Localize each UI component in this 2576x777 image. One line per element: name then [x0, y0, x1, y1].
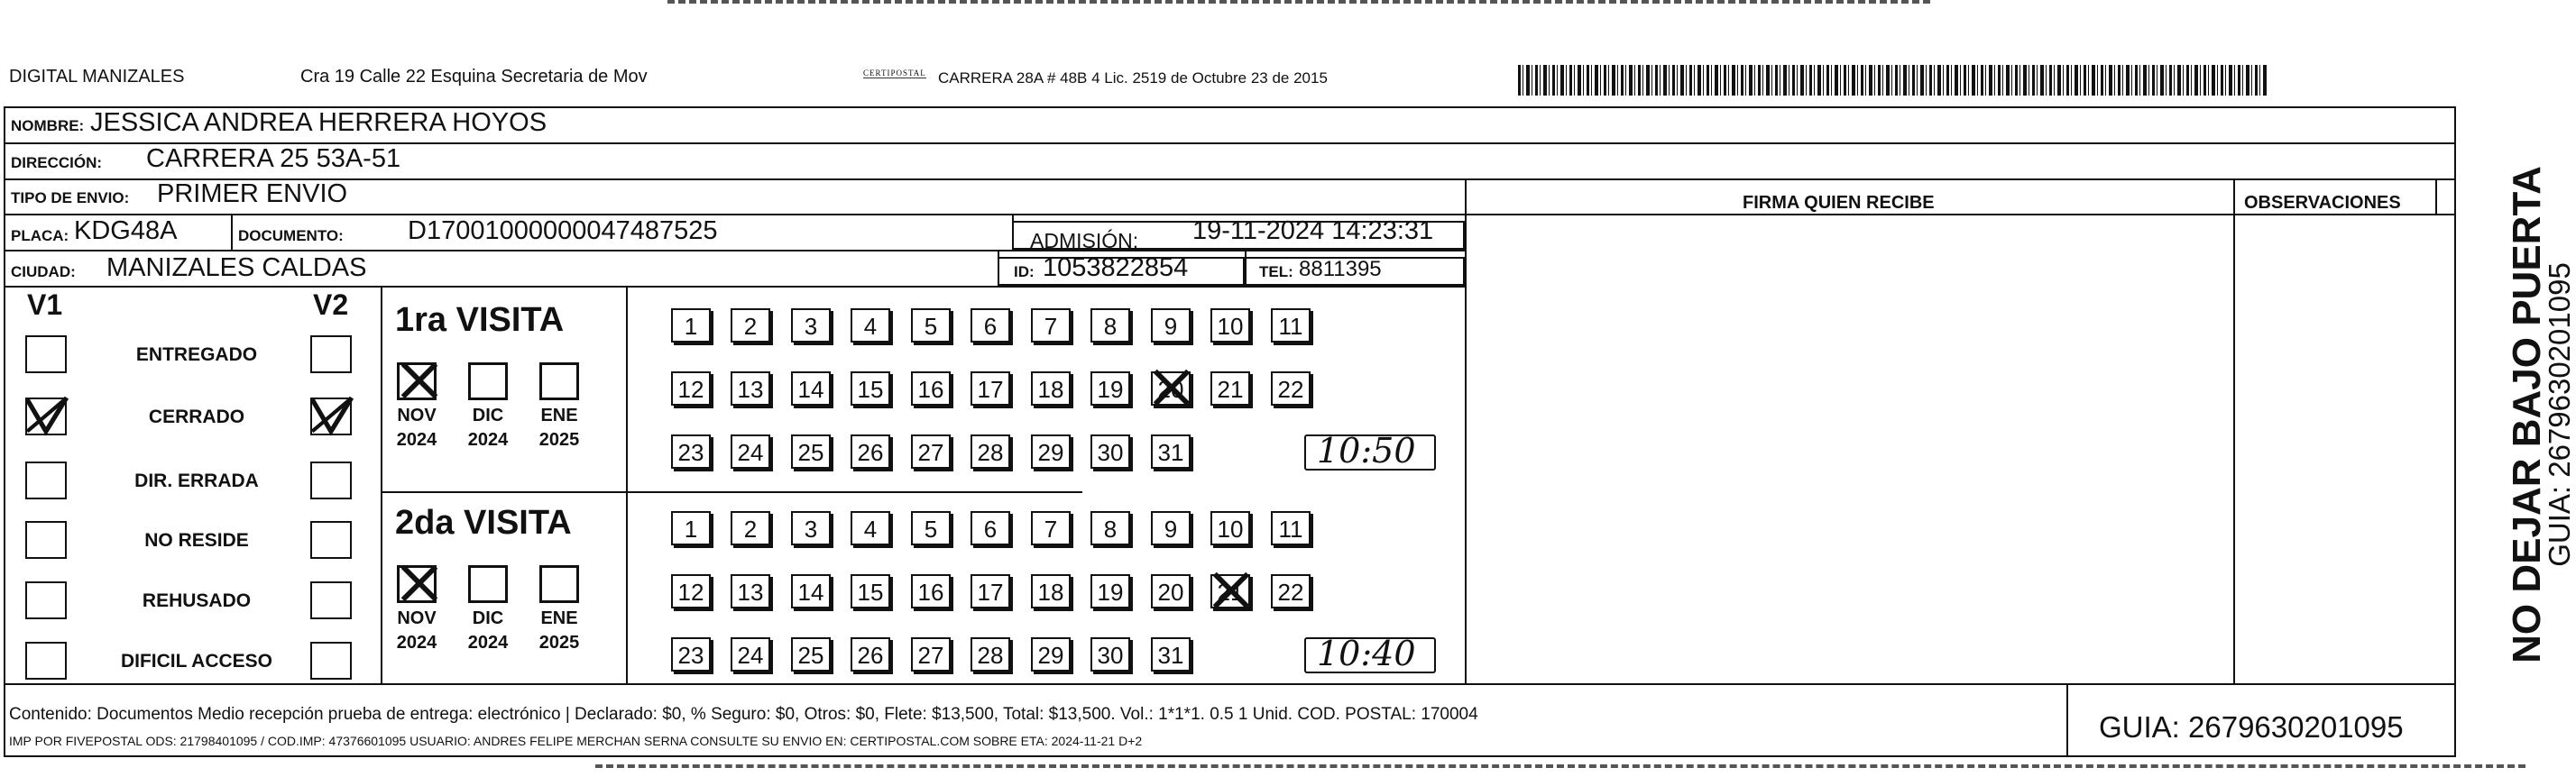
- day-box-24[interactable]: 24: [731, 434, 770, 469]
- day-box-22[interactable]: 22: [1271, 574, 1311, 608]
- day-box-11[interactable]: 11: [1271, 511, 1311, 545]
- day-box-18[interactable]: 18: [1031, 371, 1071, 406]
- v1-checkbox[interactable]: [25, 521, 67, 559]
- v2-checkbox[interactable]: [310, 581, 352, 619]
- v2-checkbox[interactable]: [310, 335, 352, 373]
- month-label-ene: ENE 2025: [538, 406, 580, 450]
- day-box-31[interactable]: 31: [1151, 637, 1191, 672]
- day-box-19[interactable]: 19: [1090, 371, 1130, 406]
- admision-value: 19-11-2024 14:23:31: [1192, 216, 1434, 245]
- v2-checkbox[interactable]: [310, 642, 352, 680]
- firma-header: FIRMA QUIEN RECIBE: [1743, 193, 1935, 213]
- month-label-nov: NOV 2024: [396, 406, 437, 450]
- day-box-26[interactable]: 26: [851, 637, 890, 672]
- status-label-dir-errada: DIR. ERRADA: [134, 471, 259, 491]
- tracking-barcode: [1518, 65, 2268, 96]
- day-box-10[interactable]: 10: [1210, 308, 1250, 343]
- day-box-18[interactable]: 18: [1031, 574, 1071, 608]
- day-box-19[interactable]: 19: [1090, 574, 1130, 608]
- license-text: CARRERA 28A # 48B 4 Lic. 2519 de Octubre 23 de 2015: [938, 69, 1328, 87]
- day-box-25[interactable]: 25: [791, 434, 831, 469]
- visit-title-1: 1ra VISITA: [395, 301, 565, 339]
- day-box-16[interactable]: 16: [911, 574, 951, 608]
- certipostal-logo: CERTIPOSTAL: [863, 69, 926, 78]
- day-box-23[interactable]: 23: [671, 637, 711, 672]
- day-box-5[interactable]: 5: [911, 511, 951, 545]
- nombre-label: NOMBRE:: [11, 117, 85, 134]
- day-box-27[interactable]: 27: [911, 434, 951, 469]
- day-box-21[interactable]: 21: [1210, 371, 1250, 406]
- day-box-30[interactable]: 30: [1090, 434, 1130, 469]
- hour-handwritten-v1: 10:50: [1317, 431, 1416, 471]
- day-box-17[interactable]: 17: [971, 371, 1010, 406]
- direccion-value: CARRERA 25 53A-51: [146, 144, 401, 173]
- documento-value: D17001000000047487525: [408, 216, 718, 245]
- day-box-12[interactable]: 12: [671, 371, 711, 406]
- no-dejar-bajo-puerta: NO DEJAR BAJO PUERTA: [2505, 166, 2549, 663]
- day-box-23[interactable]: 23: [671, 434, 711, 469]
- day-box-14[interactable]: 14: [791, 574, 831, 608]
- grid-vline: [2066, 683, 2068, 757]
- day-box-2[interactable]: 2: [731, 308, 770, 343]
- grid-hline: [5, 286, 1465, 288]
- footer-guia: GUIA: 2679630201095: [2099, 710, 2404, 744]
- day-box-6[interactable]: 6: [971, 308, 1010, 343]
- day-box-29[interactable]: 29: [1031, 637, 1071, 672]
- tel-label: TEL:: [1259, 263, 1293, 280]
- grid-vline: [381, 286, 382, 683]
- v1-header: V1: [27, 288, 63, 321]
- side-guia: GUIA: 2679630201095: [2543, 262, 2576, 567]
- day-box-27[interactable]: 27: [911, 637, 951, 672]
- grid-hline: [1465, 214, 2454, 215]
- status-label-dificil-acceso: DIFICIL ACCESO: [120, 651, 272, 672]
- grid-hline: [5, 683, 2454, 685]
- placa-value: KDG48A: [74, 216, 178, 245]
- v2-checkbox[interactable]: [310, 398, 352, 435]
- day-box-17[interactable]: 17: [971, 574, 1010, 608]
- day-box-8[interactable]: 8: [1090, 511, 1130, 545]
- day-box-20[interactable]: 20: [1151, 371, 1191, 406]
- status-label-rehusado: REHUSADO: [142, 590, 252, 611]
- day-box-24[interactable]: 24: [731, 637, 770, 672]
- month-box-dic[interactable]: [468, 565, 508, 603]
- month-box-dic[interactable]: [468, 362, 508, 400]
- v2-header: V2: [313, 288, 349, 321]
- grid-vline: [626, 286, 628, 683]
- observaciones-header: OBSERVACIONES: [2244, 193, 2401, 213]
- grid-hline: [381, 491, 1082, 493]
- day-box-22[interactable]: 22: [1271, 371, 1311, 406]
- ciudad-label: CIUDAD:: [11, 263, 76, 280]
- day-box-21[interactable]: 21: [1210, 574, 1250, 608]
- grid-vline: [1465, 178, 1467, 683]
- status-label-entregado: ENTREGADO: [135, 344, 258, 365]
- tel-value: 8811395: [1299, 257, 1382, 281]
- documento-label: DOCUMENTO:: [238, 227, 344, 244]
- day-box-15[interactable]: 15: [851, 371, 890, 406]
- grid-vline: [231, 214, 233, 250]
- day-box-1[interactable]: 1: [671, 511, 711, 545]
- day-box-14[interactable]: 14: [791, 371, 831, 406]
- day-box-25[interactable]: 25: [791, 637, 831, 672]
- grid-hline: [5, 178, 2454, 180]
- v1-checkbox[interactable]: [25, 642, 67, 680]
- day-box-12[interactable]: 12: [671, 574, 711, 608]
- tipo-envio-value: PRIMER ENVIO: [157, 179, 348, 208]
- visit-title-2: 2da VISITA: [395, 504, 572, 542]
- direccion-label: DIRECCIÓN:: [11, 154, 103, 171]
- placa-label: PLACA:: [11, 227, 69, 244]
- month-box-nov[interactable]: [397, 565, 437, 603]
- bottom-tear-line: [595, 764, 2525, 773]
- day-box-2[interactable]: 2: [731, 511, 770, 545]
- footer-contents: Contenido: Documentos Medio recepción prueba de entrega: electrónico | Declarado: $0, % Seguro: $0, Otros: $0, Flete: $13,500, Total: $13,500. Vol.: 1*1*1. 0.5 1 Unid. COD. POSTAL: 170004: [9, 705, 1478, 724]
- company-address: Cra 19 Calle 22 Esquina Secretaria de Mov: [300, 67, 648, 87]
- day-box-1[interactable]: 1: [671, 308, 711, 343]
- grid-hline: [5, 214, 1465, 215]
- day-box-30[interactable]: 30: [1090, 637, 1130, 672]
- day-box-7[interactable]: 7: [1031, 308, 1071, 343]
- day-box-31[interactable]: 31: [1151, 434, 1191, 469]
- day-box-13[interactable]: 13: [731, 574, 770, 608]
- admision-label: ADMISIÓN:: [1030, 229, 1139, 252]
- tipo-envio-label: TIPO DE ENVIO:: [11, 189, 130, 206]
- v2-checkbox[interactable]: [310, 521, 352, 559]
- day-box-26[interactable]: 26: [851, 434, 890, 469]
- day-box-28[interactable]: 28: [971, 434, 1010, 469]
- company-name: DIGITAL MANIZALES: [9, 67, 185, 87]
- id-value: 1053822854: [1043, 253, 1189, 282]
- v1-checkbox[interactable]: [25, 581, 67, 619]
- day-box-9[interactable]: 9: [1151, 511, 1191, 545]
- month-box-nov[interactable]: [397, 362, 437, 400]
- day-box-16[interactable]: 16: [911, 371, 951, 406]
- side-warning-block: [2505, 166, 2576, 663]
- top-tear-line: [667, 0, 1930, 4]
- day-box-20[interactable]: 20: [1151, 574, 1191, 608]
- v2-checkbox[interactable]: [310, 462, 352, 499]
- day-box-8[interactable]: 8: [1090, 308, 1130, 343]
- guide-form: [4, 106, 2456, 757]
- footer-print-info: IMP POR FIVEPOSTAL ODS: 21798401095 / COD.IMP: 47376601095 USUARIO: ANDRES FELIPE MERCHAN SERNA CONSULTE SU ENVIO EN: CERTIPOSTAL.COM SOBRE ETA: 2024-11-21 D+2: [9, 734, 1143, 748]
- status-label-no-reside: NO RESIDE: [144, 530, 249, 551]
- day-box-3[interactable]: 3: [791, 308, 831, 343]
- ciudad-value: MANIZALES CALDAS: [106, 253, 367, 282]
- day-box-29[interactable]: 29: [1031, 434, 1071, 469]
- nombre-value: JESSICA ANDREA HERRERA HOYOS: [90, 108, 547, 137]
- day-box-7[interactable]: 7: [1031, 511, 1071, 545]
- status-label-cerrado: CERRADO: [148, 407, 245, 427]
- day-box-10[interactable]: 10: [1210, 511, 1250, 545]
- month-label-nov: NOV 2024: [396, 608, 437, 653]
- day-box-5[interactable]: 5: [911, 308, 951, 343]
- day-box-15[interactable]: 15: [851, 574, 890, 608]
- v1-checkbox[interactable]: [25, 462, 67, 499]
- id-label: ID:: [1014, 263, 1035, 280]
- v1-checkbox[interactable]: [25, 335, 67, 373]
- day-box-9[interactable]: 9: [1151, 308, 1191, 343]
- day-box-28[interactable]: 28: [971, 637, 1010, 672]
- month-label-ene: ENE 2025: [538, 608, 580, 653]
- month-box-ene[interactable]: [539, 565, 579, 603]
- month-label-dic: DIC 2024: [467, 608, 509, 653]
- month-box-ene[interactable]: [539, 362, 579, 400]
- day-box-4[interactable]: 4: [851, 511, 890, 545]
- month-label-dic: DIC 2024: [467, 406, 509, 450]
- grid-vline: [2233, 178, 2235, 683]
- grid-vline: [2435, 178, 2437, 215]
- day-box-3[interactable]: 3: [791, 511, 831, 545]
- day-box-4[interactable]: 4: [851, 308, 890, 343]
- hour-handwritten-v2: 10:40: [1317, 634, 1416, 673]
- v1-checkbox[interactable]: [25, 398, 67, 435]
- day-box-13[interactable]: 13: [731, 371, 770, 406]
- day-box-6[interactable]: 6: [971, 511, 1010, 545]
- day-box-11[interactable]: 11: [1271, 308, 1311, 343]
